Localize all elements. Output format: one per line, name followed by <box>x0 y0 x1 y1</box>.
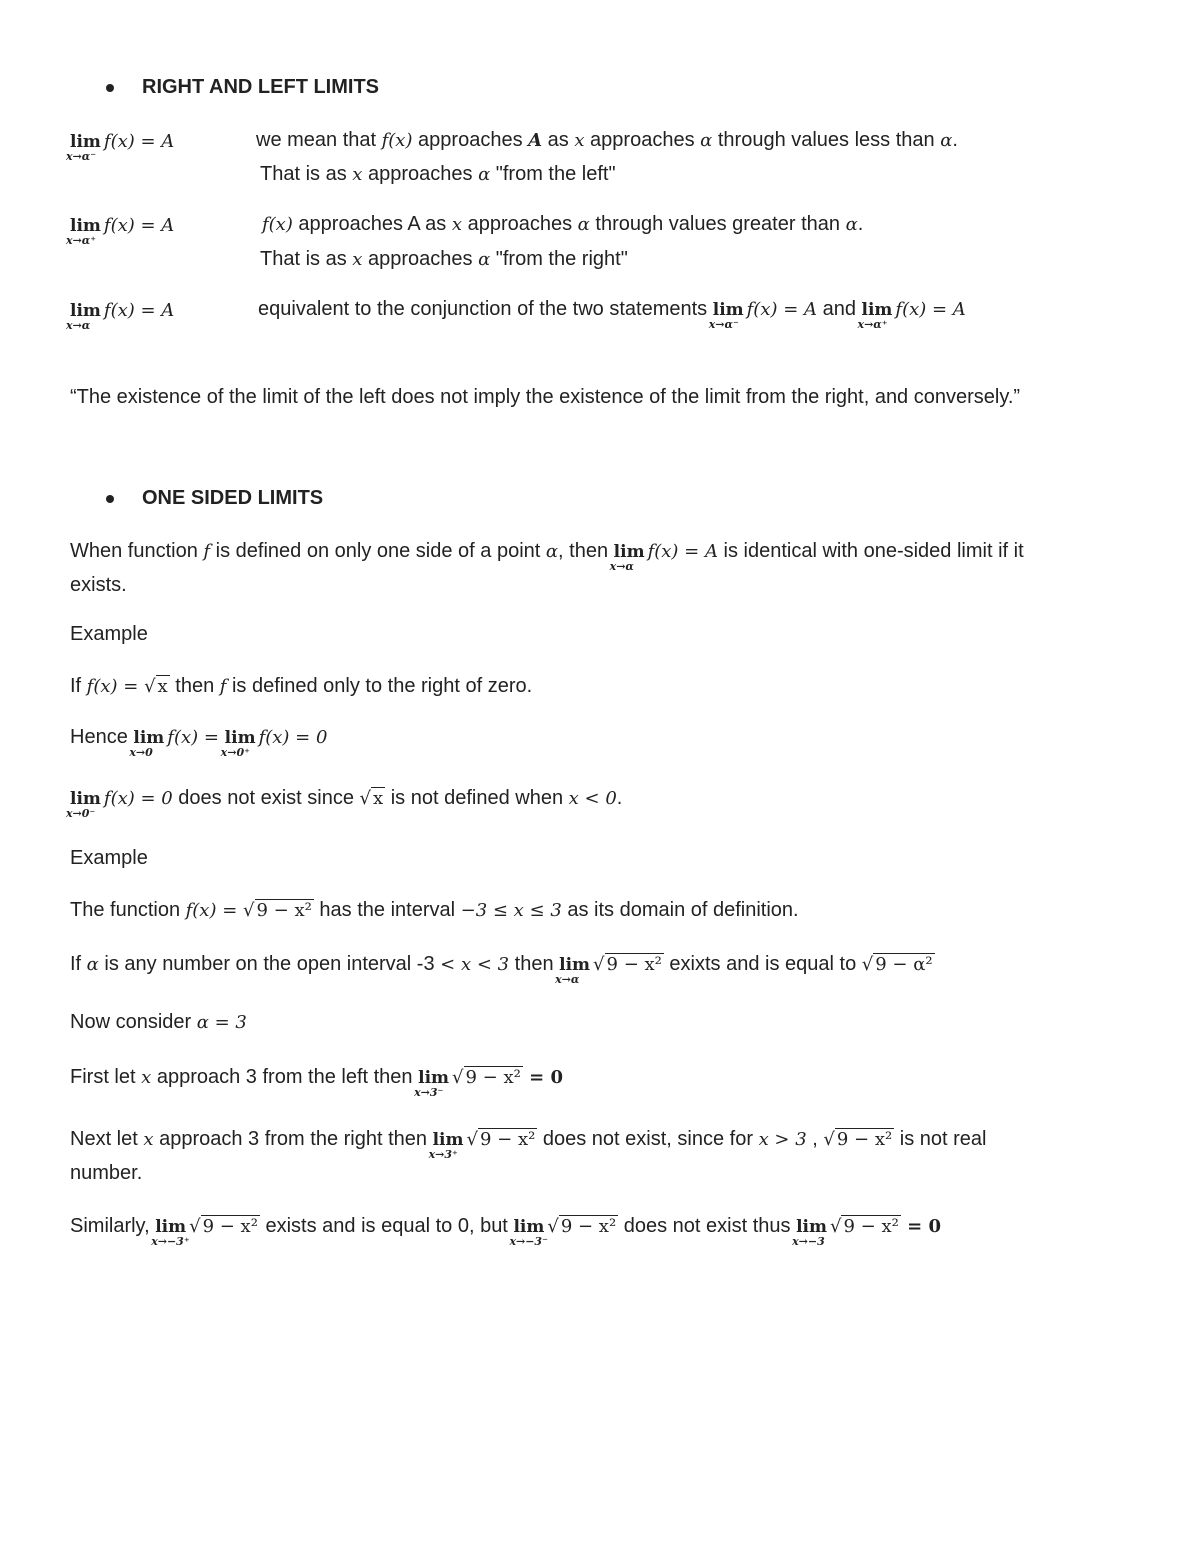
example-label-2: Example <box>70 847 148 869</box>
open-interval-line: If α is any number on the open interval -3 < x < 3 then lim x→α √ 9 − x² exixts and is equal to √ 9 − α² <box>70 953 933 986</box>
expr-two-sided-limit: lim x→α f(x) = A <box>66 300 175 332</box>
heading-right-left-limits: RIGHT AND LEFT LIMITS <box>142 76 380 98</box>
bullet-icon <box>106 495 114 503</box>
dne-line: lim x→0⁻ f(x) = 0 does not exist since √ x is not defined when x < 0. <box>66 787 623 820</box>
bullet-icon <box>106 84 114 92</box>
desc-left-limit-line2: That is as x approaches α "from the left" <box>260 163 616 185</box>
function-domain-line: The function f(x) = √ 9 − x² has the interval −3 ≤ x ≤ 3 as its domain of definition. <box>70 899 799 921</box>
desc-right-limit: f(x) approaches A as x approaches α through values greater than α. <box>262 213 864 235</box>
example-label-1: Example <box>70 623 148 645</box>
next-let-line2: number. <box>70 1162 143 1184</box>
intro-line1: When function f is defined on only one side of a point α, then lim x→α f(x) = A is identical with one-sided limit if it <box>70 540 1024 573</box>
desc-two-sided-limit: equivalent to the conjunction of the two statements lim x→α⁻ f(x) = A and lim x→α⁺ f(x) = A <box>258 298 966 331</box>
desc-right-limit-line2: That is as x approaches α "from the right" <box>260 248 628 270</box>
quote-existence: “The existence of the limit of the left does not imply the existence of the limit from the right, and conversely.” <box>70 386 1021 408</box>
intro-line2: exists. <box>70 574 127 596</box>
desc-left-limit: we mean that f(x) approaches A as x approaches α through values less than α. <box>256 129 958 151</box>
heading-one-sided-limits: ONE SIDED LIMITS <box>142 487 324 509</box>
now-consider-line: Now consider α = 3 <box>70 1011 247 1033</box>
first-let-line: First let x approach 3 from the left then lim x→3⁻ √ 9 − x² = 0 <box>70 1066 563 1099</box>
expr-left-limit: lim x→α⁻ f(x) = A <box>66 131 175 163</box>
sqrt-example: If f(x) = √ x then f is defined only to the right of zero. <box>70 675 533 697</box>
expr-right-limit: lim x→α⁺ f(x) = A <box>66 215 175 247</box>
similarly-line: Similarly, lim x→−3⁺ √ 9 − x² exists and is equal to 0, but lim x→−3⁻ √ 9 − x² does not exist thus lim x→−3 √ 9 − x² = 0 <box>70 1215 941 1248</box>
hence-line: Hence lim x→0 f(x) = lim x→0⁺ f(x) = 0 <box>70 726 328 759</box>
next-let-line: Next let x approach 3 from the right then lim x→3⁺ √ 9 − x² does not exist, since for x > 3 , √ 9 − x² is not real <box>70 1128 987 1161</box>
